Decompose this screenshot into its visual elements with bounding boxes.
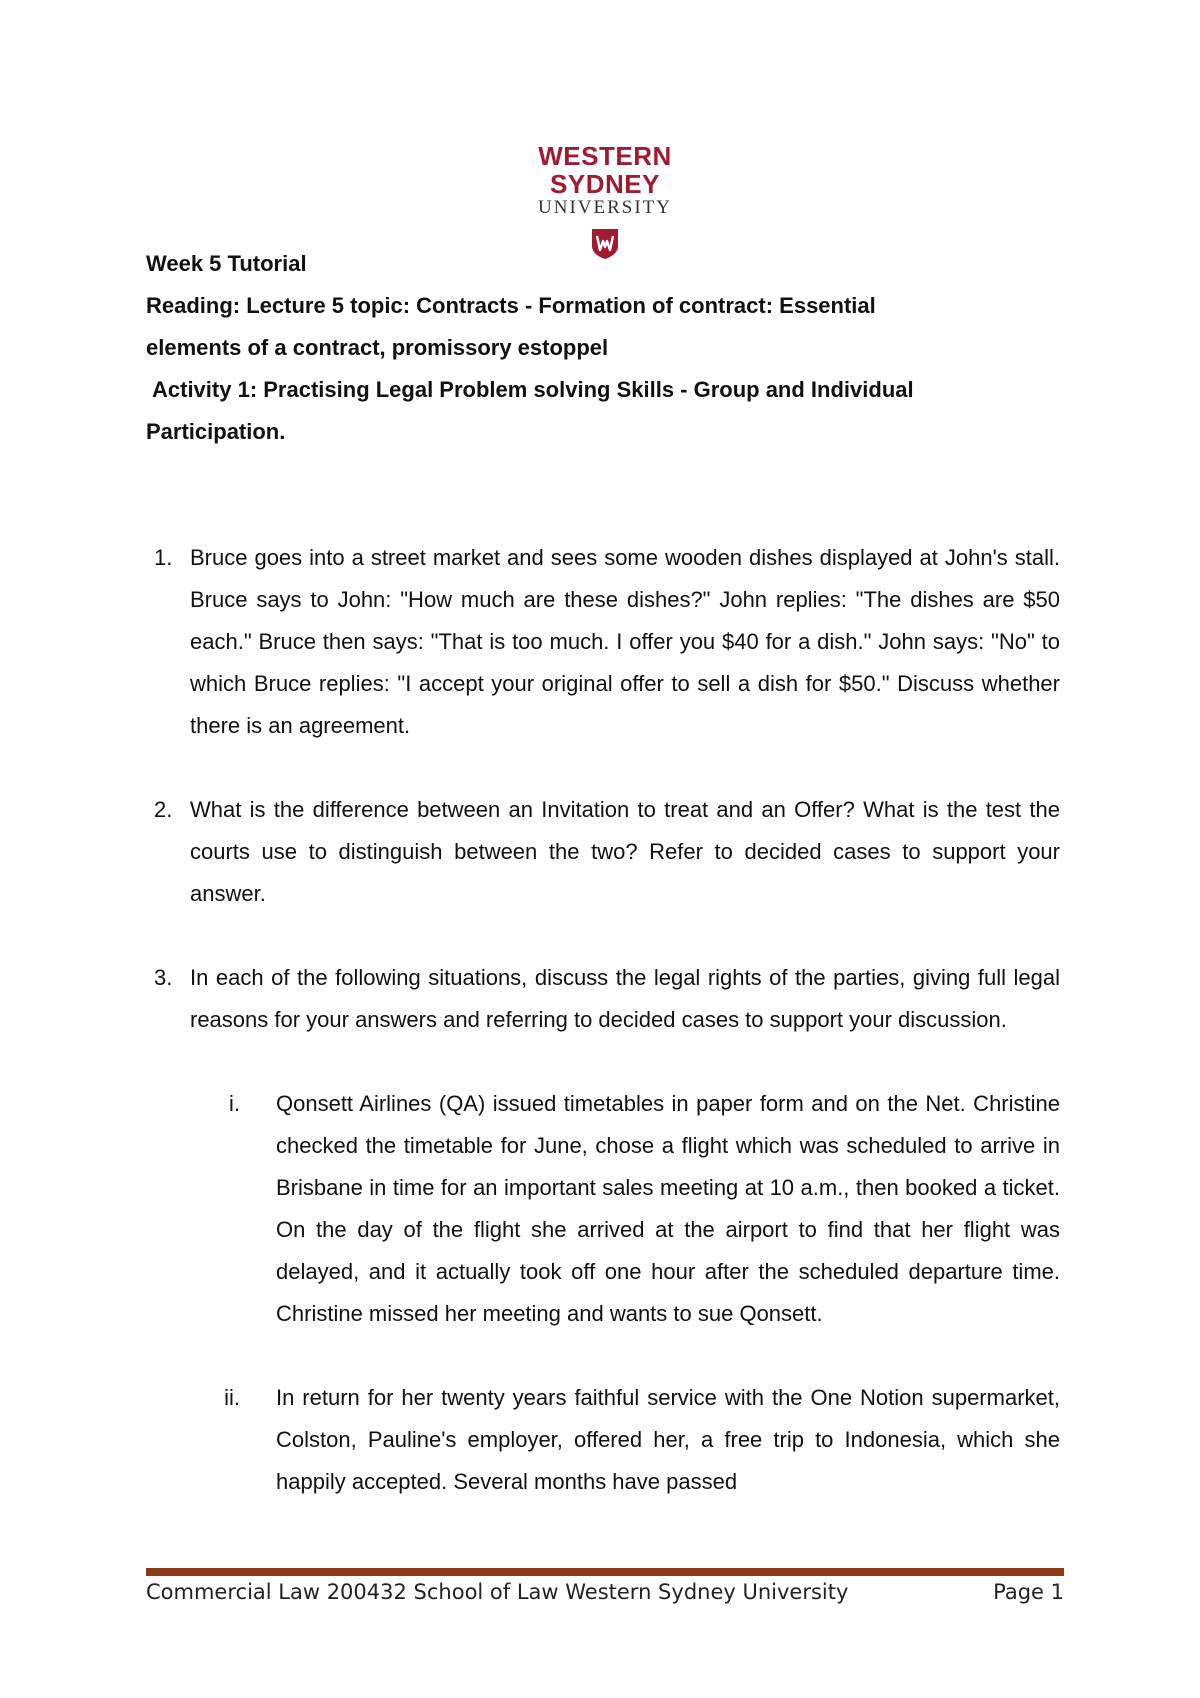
question-text: What is the difference between an Invitation to treat and an Offer? What is the test the courts use to distinguish between the two? Refer to decided cases to support your answer. [190,797,1060,906]
footer-divider [146,1568,1064,1576]
logo-subname: UNIVERSITY [538,197,672,218]
reading-line-1: Reading: Lecture 5 topic: Contracts - Formation of contract: Essential [146,293,876,318]
question-text: In each of the following situations, discuss the legal rights of the parties, giving full legal reasons for your answers and referring to decided cases to support your discussion. [190,965,1060,1032]
question-number: 2. [154,797,173,822]
page-footer [146,1580,1064,1610]
question-number: 3. [154,965,173,990]
question-2 [146,789,1060,915]
logo-name: WESTERN SYDNEY [538,141,672,199]
question-text: Bruce goes into a street market and sees some wooden dishes displayed at John's stall. Bruce says to John: "How much are these dishes?" John replies: "The dishes are $50 each." Bruce then says: "That is too much. I offer you $40 for a dish." John says: "No" to which Bruce replies: "I accept your original offer to sell a dish for $50." Discuss whether there is an agreement. [190,545,1060,738]
subquestion-number: ii. [224,1385,240,1410]
activity-line-1: Activity 1: Practising Legal Problem solving Skills - Group and Individual [152,377,914,402]
subquestion-ii [190,1377,1060,1503]
subquestion-number: i. [229,1091,240,1116]
page-number: Page 1 [993,1580,1064,1604]
footer-course-info: Commercial Law 200432 School of Law Western Sydney University [146,1580,849,1604]
subquestion-text: Qonsett Airlines (QA) issued timetables in paper form and on the Net. Christine checked the timetable for June, chose a flight which was scheduled to arrive in Brisbane in time for an important sales meeting at 10 a.m., then booked a ticket. On the day of the flight she arrived at the airport to find that her flight was delayed, and it actually took off one hour after the scheduled departure time. Christine missed her meeting and wants to sue Qonsett. [276,1091,1060,1326]
activity-line-2: Participation. [146,419,286,444]
subquestion-text: In return for her twenty years faithful service with the One Notion supermarket, Colston, Pauline's employer, offered her, a free trip to Indonesia, which she happily accepted. Several months have passed [276,1385,1060,1494]
reading-line-2: elements of a contract, promissory estoppel [146,335,609,360]
tutorial-title: Week 5 Tutorial [146,251,307,276]
subquestion-i [190,1083,1060,1335]
question-number: 1. [154,545,173,570]
question-3 [146,957,1060,1041]
question-1 [146,537,1060,747]
